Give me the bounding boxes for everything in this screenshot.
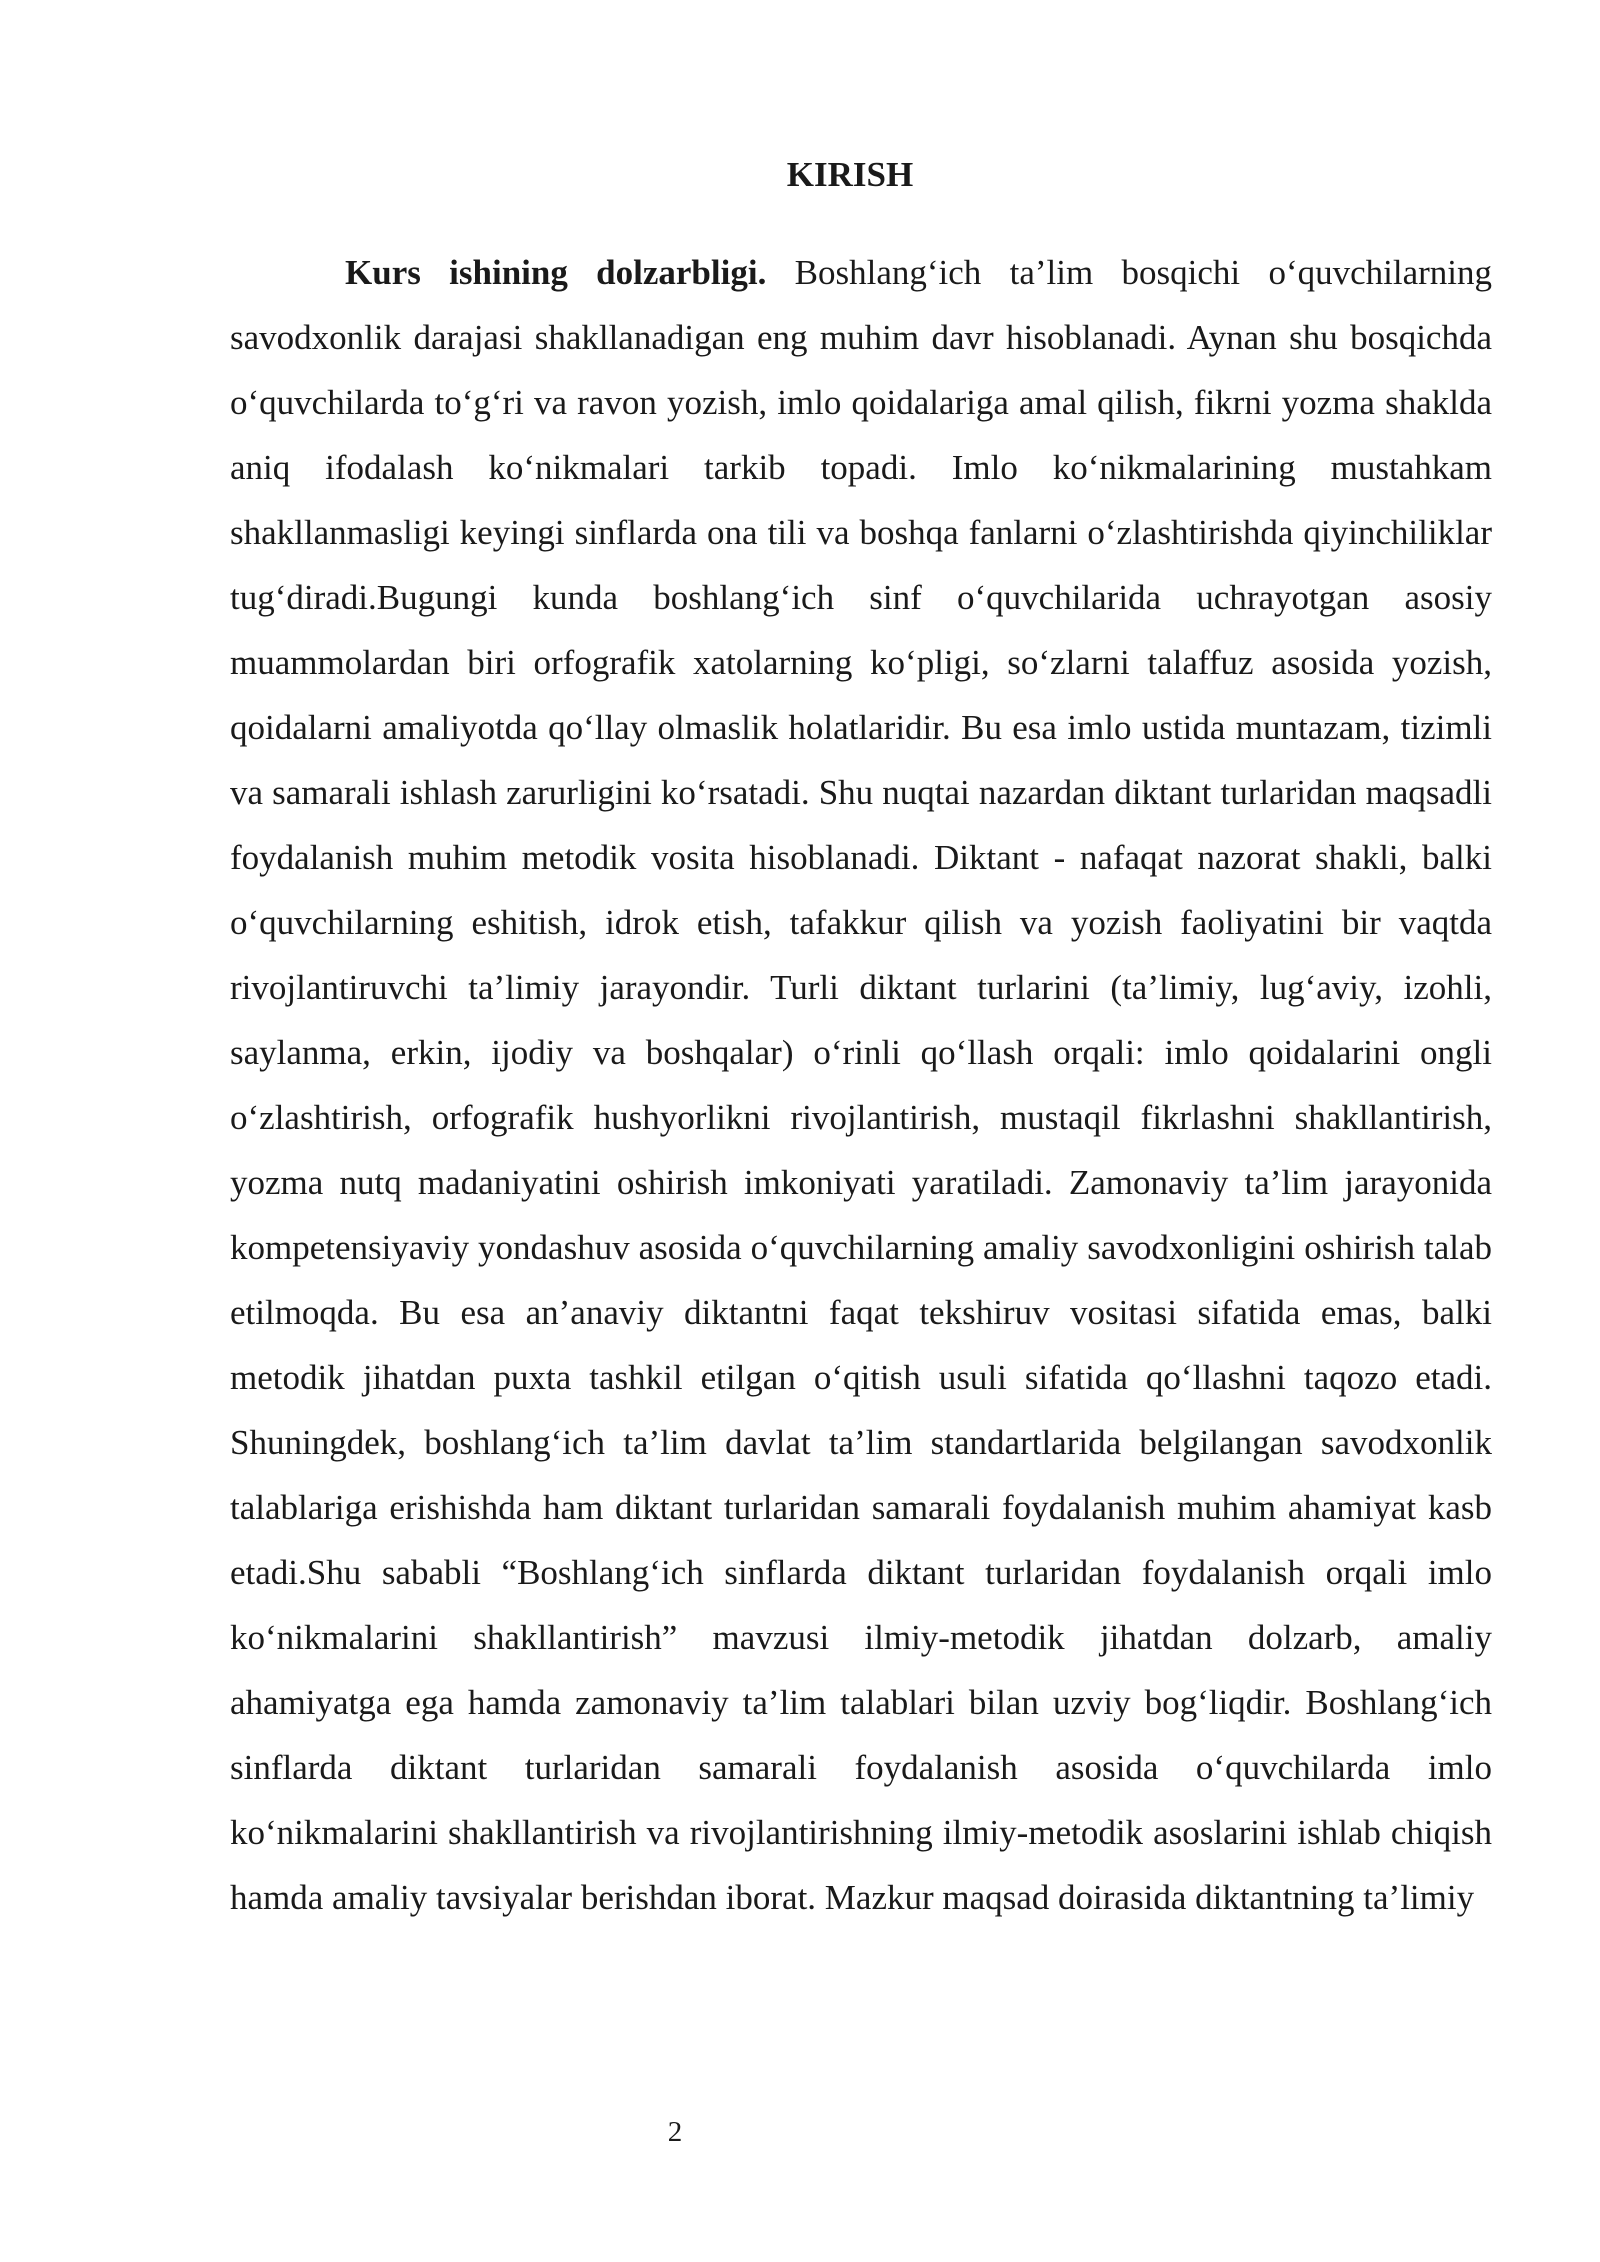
body-paragraph — [230, 240, 1492, 1930]
paragraph-text: Boshlang‘ich ta’lim bosqichi o‘quvchilarning savodxonlik darajasi shakllanadigan eng muhim davr hisoblanadi. Aynan shu bosqichda o‘quvchilarda to‘g‘ri va ravon yozish, imlo qoidalariga amal qilish, fikrni yozma shaklda aniq ifodalash ko‘nikmalari tarkib topadi. Imlo ko‘nikmalarining mustahkam shakllanmasligi keyingi sinflarda ona tili va boshqa fanlarni o‘zlashtirishda qiyinchiliklar tug‘diradi.Bugungi kunda boshlang‘ich sinf o‘quvchilarida uchrayotgan asosiy muammolardan biri orfografik xatolarning ko‘pligi, so‘zlarni talaffuz asosida yozish, qoidalarni amaliyotda qo‘llay olmaslik holatlaridir. Bu esa imlo ustida muntazam, tizimli va samarali ishlash zarurligini ko‘rsatadi. Shu nuqtai nazardan diktant turlaridan maqsadli foydalanish muhim metodik vosita hisoblanadi. Diktant - nafaqat nazorat shakli, balki o‘quvchilarning eshitish, idrok etish, tafakkur qilish va yozish faoliyatini bir vaqtda rivojlantiruvchi ta’limiy jarayondir. Turli diktant turlarini (ta’limiy, lug‘aviy, izohli, saylanma, erkin, ijodiy va boshqalar) o‘rinli qo‘llash orqali: imlo qoidalarini ongli o‘zlashtirish, orfografik hushyorlikni rivojlantirish, mustaqil fikrlashni shakllantirish, yozma nutq madaniyatini oshirish imkoniyati yaratiladi. Zamonaviy ta’lim jarayonida kompetensiyaviy yondashuv asosida o‘quvchilarning amaliy savodxonligini oshirish talab etilmoqda. Bu esa an’anaviy diktantni faqat tekshiruv vositasi sifatida emas, balki metodik jihatdan puxta tashkil etilgan o‘qitish usuli sifatida qo‘llashni taqozo etadi. Shuningdek, boshlang‘ich ta’lim davlat ta’lim standartlarida belgilangan savodxonlik talablariga erishishda ham diktant turlaridan samarali foydalanish muhim ahamiyat kasb etadi.Shu sababli “Boshlang‘ich sinflarda diktant turlaridan foydalanish orqali imlo ko‘nikmalarini shakllantirish” mavzusi ilmiy-metodik jihatdan dolzarb, amaliy ahamiyatga ega hamda zamonaviy ta’lim talablari bilan uzviy bog‘liqdir. Boshlang‘ich sinflarda diktant turlaridan samarali foydalanish asosida o‘quvchilarda imlo ko‘nikmalarini shakllantirish va rivojlantirishning ilmiy-metodik asoslarini ishlab chiqish hamda amaliy tavsiyalar berishdan iborat. Mazkur maqsad doirasida diktantning ta’limiy — [230, 253, 1492, 1917]
page-title: KIRISH — [786, 155, 914, 194]
paragraph-lead: Kurs ishining dolzarbligi. — [345, 253, 767, 292]
page-number: 2 — [667, 2116, 683, 2148]
